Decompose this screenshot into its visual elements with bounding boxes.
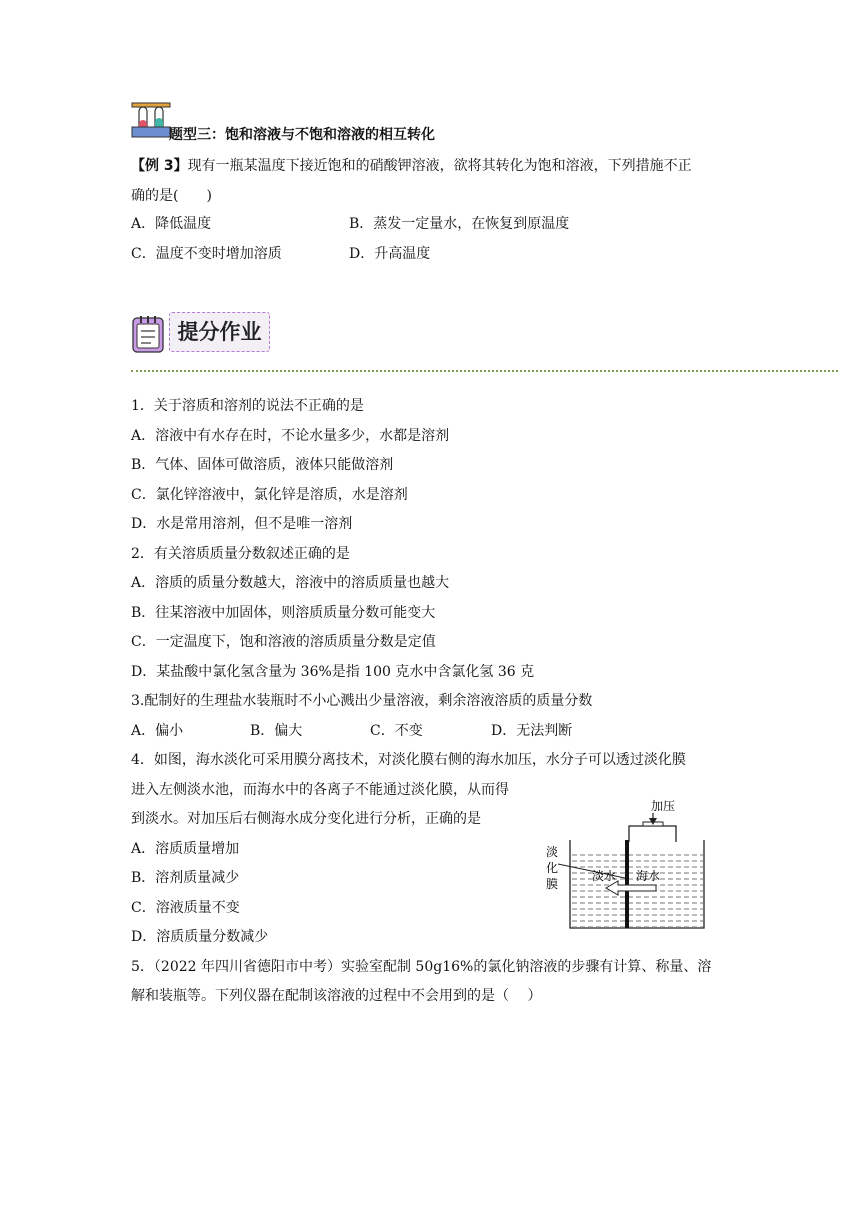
q3-option-c: C．不变 <box>370 723 423 739</box>
q1-option-c: C．氯化锌溶液中，氯化锌是溶质，水是溶剂 <box>131 487 408 503</box>
notebook-icon <box>131 314 165 354</box>
example-3-line-2: 确的是( ) <box>131 188 212 204</box>
q2-option-b: B．往某溶液中加固体，则溶质质量分数可能变大 <box>131 605 436 621</box>
q2-option-c: C．一定温度下，饱和溶液的溶质质量分数是定值 <box>131 634 436 650</box>
desalination-figure <box>540 798 720 938</box>
q3-option-b: B．偏大 <box>250 723 303 739</box>
q4-line-2: 进入左侧淡水池，而海水中的各离子不能通过淡化膜，从而得 <box>131 782 509 798</box>
section-title: 题型三：饱和溶液与不饱和溶液的相互转化 <box>169 127 435 143</box>
q3-option-d: D．无法判断 <box>491 723 573 739</box>
q1-stem: 1．关于溶质和溶剂的说法不正确的是 <box>131 398 364 414</box>
homework-banner <box>131 308 271 356</box>
q2-option-a: A．溶质的质量分数越大，溶液中的溶质质量也越大 <box>131 575 450 591</box>
membrane-label-3: 膜 <box>546 877 559 891</box>
sea-water-label: 海水 <box>636 869 661 883</box>
q4-option-a: A．溶质质量增加 <box>131 841 240 857</box>
membrane <box>625 840 629 928</box>
q3-option-a: A．偏小 <box>131 723 184 739</box>
example-option-a: A．降低温度 <box>131 216 212 232</box>
q4-option-b: B．溶剂质量减少 <box>131 870 240 886</box>
q4-option-d: D．溶质质量分数减少 <box>131 929 269 945</box>
example-text: 现有一瓶某温度下接近饱和的硝酸钾溶液，欲将其转化为饱和溶液，下列措施不正 <box>187 158 692 174</box>
example-option-b: B．蒸发一定量水，在恢复到原温度 <box>349 216 570 232</box>
membrane-label-1: 淡 <box>546 845 559 859</box>
section-divider <box>131 370 838 372</box>
q1-option-d: D．水是常用溶剂，但不是唯一溶剂 <box>131 516 353 532</box>
q2-stem: 2．有关溶质质量分数叙述正确的是 <box>131 546 350 562</box>
q5-line-1: 5．（2022 年四川省德阳市中考）实验室配制 50g16%的氯化钠溶液的步骤有计算、称量、溶 <box>131 959 712 975</box>
q3-stem: 3.配制好的生理盐水装瓶时不小心溅出少量溶液，剩余溶液溶质的质量分数 <box>131 693 593 709</box>
q4-line-1: 4．如图，海水淡化可采用膜分离技术，对淡化膜右侧的海水加压，水分子可以透过淡化膜 <box>131 752 686 768</box>
test-tubes-icon <box>131 100 171 138</box>
section-heading <box>131 100 531 143</box>
piston-chamber <box>629 826 676 842</box>
q2-option-d: D．某盐酸中氯化氢含量为 36%是指 100 克水中含氯化氢 36 克 <box>131 664 535 680</box>
q4-line-3: 到淡水。对加压后右侧海水成分变化进行分析，正确的是 <box>131 811 481 827</box>
membrane-label-2: 化 <box>546 861 559 875</box>
example-option-c: C．温度不变时增加溶质 <box>131 246 282 262</box>
fresh-water-label: 淡水 <box>592 869 617 883</box>
banner-label: 提分作业 <box>169 312 270 352</box>
pressure-label: 加压 <box>651 799 676 813</box>
q5-line-2: 解和装瓶等。下列仪器在配制该溶液的过程中不会用到的是（ ） <box>131 988 542 1004</box>
example-3-line-1 <box>131 156 692 176</box>
example-tag: 【例 3】 <box>131 158 188 174</box>
example-option-d: D．升高温度 <box>349 246 431 262</box>
q1-option-a: A．溶液中有水存在时，不论水量多少，水都是溶剂 <box>131 428 450 444</box>
q4-option-c: C．溶液质量不变 <box>131 900 240 916</box>
q1-option-b: B．气体、固体可做溶质，液体只能做溶剂 <box>131 457 394 473</box>
